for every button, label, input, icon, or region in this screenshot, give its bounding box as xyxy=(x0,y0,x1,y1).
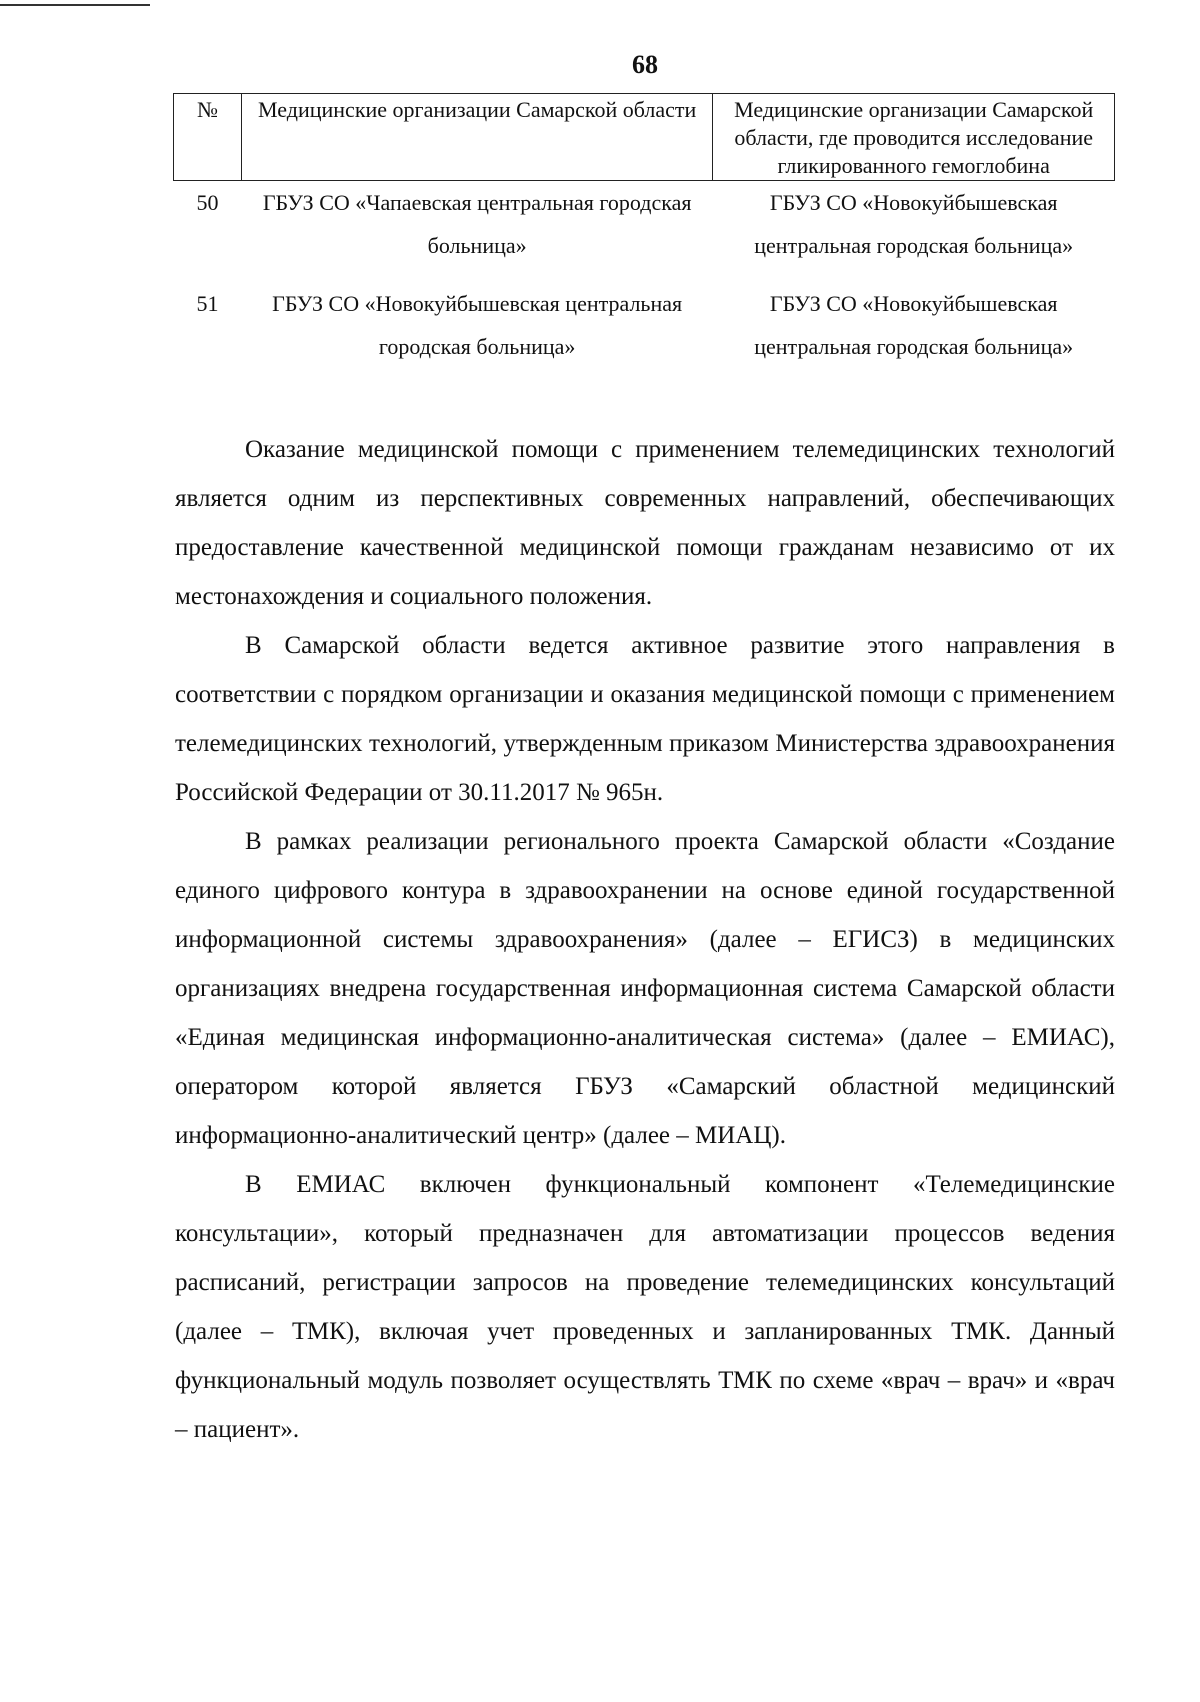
organizations-table xyxy=(173,93,1115,383)
header-test-sites: Медицинские организации Самарской области, где проводится исследование гликированного гемоглобина xyxy=(713,94,1115,181)
paragraph-telemedicine-intro: Оказание медицинской помощи с применением телемедицинских технологий является одним из перспективных современных направлений, обеспечивающих предоставление качественной медицинской помощи гражданам независимо от их местонахождения и социального положения. xyxy=(175,436,1115,610)
row-test-site: ГБУЗ СО «Новокуйбышевская центральная городская больница» xyxy=(754,291,1074,359)
header-number: № xyxy=(174,94,242,181)
table-header-row xyxy=(174,94,1115,181)
table-row xyxy=(174,181,1115,283)
table-row xyxy=(174,282,1115,383)
row-organization: ГБУЗ СО «Новокуйбышевская центральная городская больница» xyxy=(272,291,683,359)
scan-edge-line xyxy=(0,4,150,6)
paragraph-regional-project: В рамках реализации регионального проекта Самарской области «Создание единого цифрового контура в здравоохранении на основе единой государственной информационной системы здравоохранения» (далее – ЕГИСЗ) в медицинских организациях внедрена государственная информационная система Самарской области «Единая медицинская информационно-аналитическая система» (далее – ЕМИАС), оператором которой является ГБУЗ «Самарский областной медицинский информационно-аналитический центр» (далее – МИАЦ). xyxy=(175,828,1115,1149)
page-number: 68 xyxy=(632,50,658,79)
paragraph-samara-development: В Самарской области ведется активное развитие этого направления в соответствии с порядком организации и оказания медицинской помощи с применением телемедицинских технологий, утвержденным приказом Министерства здравоохранения Российской Федерации от 30.11.2017 № 965н. xyxy=(175,632,1115,806)
header-organizations: Медицинские организации Самарской области xyxy=(241,94,712,181)
paragraph-emias-component: В ЕМИАС включен функциональный компонент «Телемедицинские консультации», который предназначен для автоматизации процессов ведения расписаний, регистрации запросов на проведение телемедицинских консультаций (далее – ТМК), включая учет проведенных и запланированных ТМК. Данный функциональный модуль позволяет осуществлять ТМК по схеме «врач – врач» и «врач – пациент». xyxy=(175,1171,1115,1443)
row-number: 51 xyxy=(196,291,219,316)
row-number: 50 xyxy=(196,190,219,215)
row-organization: ГБУЗ СО «Чапаевская центральная городская больница» xyxy=(262,190,692,258)
body-text xyxy=(175,425,1115,1454)
row-test-site: ГБУЗ СО «Новокуйбышевская центральная городская больница» xyxy=(754,190,1074,258)
